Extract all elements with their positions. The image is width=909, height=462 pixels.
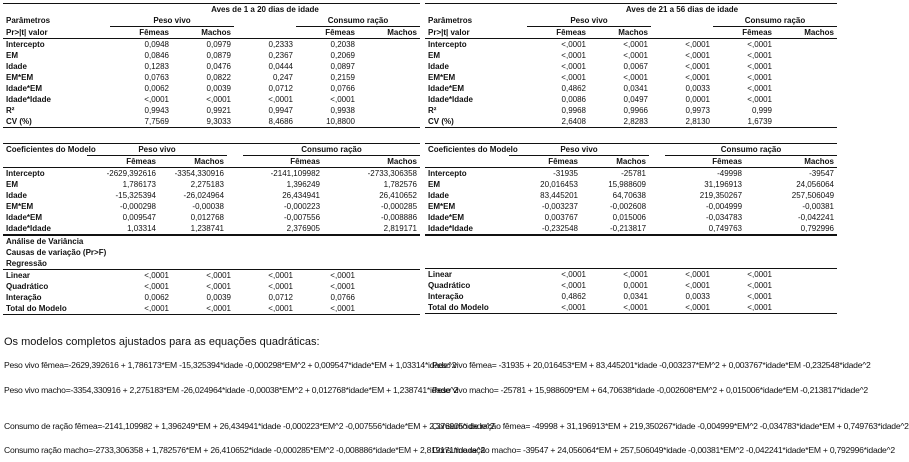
cell-value: <,0001 [561,62,586,71]
right-coef-sub-2: Fêmeas [712,157,743,166]
cell-value: <,0001 [747,51,772,60]
cell-value: 15,988609 [608,180,647,189]
row-label: Intercepto [428,169,467,178]
right-sub-2: Fêmeas [742,28,772,37]
cell-value: <,0001 [685,40,710,49]
cell-value: <,0001 [747,95,772,104]
cell-value: -2629,392616 [106,169,156,178]
cell-value: 0,1283 [144,62,169,71]
cell-value: -15,325394 [115,191,156,200]
cell-value: 0,2069 [330,51,355,60]
right-coef-table [425,143,837,235]
right-table-block [425,3,837,314]
row-label: Idade*Idade [6,95,51,104]
table-row [3,223,420,235]
cell-value: <,0001 [623,73,648,82]
row-label: Interação [6,293,42,302]
cell-value: <,0001 [685,281,710,290]
right-coef-group1: Peso vivo [509,144,649,156]
right-params-body [425,39,837,128]
cell-value: 0,9938 [330,106,355,115]
right-head-pvalue: Pr>|t| valor [428,27,470,37]
cell-value: 0,0879 [206,51,231,60]
cell-value: 0,9973 [685,106,710,115]
table-row [3,50,420,61]
cell-value: 0,015006 [612,213,647,222]
cell-value: <,0001 [623,51,648,60]
cell-value: 0,0712 [268,293,293,302]
cell-value: <,0001 [561,40,586,49]
cell-value: 64,70638 [612,191,647,200]
row-label: Total do Modelo [6,304,67,313]
cell-value: -0,232548 [541,224,578,233]
cell-value: -0,004999 [705,202,743,211]
left-head-pvalue: Pr>|t| valor [6,27,48,37]
cell-value: 2,376905 [286,224,321,233]
table-row [425,83,837,94]
cell-value: 7,7569 [144,117,169,126]
cell-value: 2,8283 [623,117,648,126]
cell-value: -25781 [621,169,647,178]
left-sub-0: Fêmeas [139,28,169,37]
left-coef-sub-2: Fêmeas [290,157,321,166]
right-coef-sub-0: Fêmeas [548,157,578,166]
row-label: EM*EM [428,73,456,82]
cell-value: <,0001 [747,73,772,82]
cell-value: 0,0341 [623,292,648,301]
row-label: CV (%) [428,117,454,126]
cell-value: <,0001 [623,303,648,312]
cell-value: <,0001 [747,303,772,312]
cell-value: <,0001 [206,304,231,313]
cell-value: 0,9943 [144,106,169,115]
cell-value: <,0001 [206,271,231,280]
row-label: EM*EM [6,73,34,82]
row-label: Idade*EM [428,213,465,222]
cell-value: -0,000223 [283,202,321,211]
row-label: Idade*Idade [6,224,51,233]
cell-value: 0,0067 [623,62,648,71]
table-row [425,94,837,105]
cell-value: 2,819171 [383,224,418,233]
cell-value: 1,238741 [190,224,225,233]
table-row [425,223,837,235]
cell-value: <,0001 [268,304,293,313]
right-coef-body [425,168,837,235]
cell-value: 1,6739 [747,117,772,126]
cell-value: <,0001 [685,303,710,312]
right-params-table [425,3,837,128]
table-row [425,179,837,190]
right-coef-title: Coeficientes do Modelo [428,145,518,155]
left-coef-sub-0: Fêmeas [126,157,156,166]
table-row [425,116,837,128]
cell-value: 31,196913 [704,180,743,189]
cell-value: -0,042241 [797,213,835,222]
table-row [3,303,420,315]
left-anova-table [3,235,420,315]
cell-value: <,0001 [747,84,772,93]
eq-pv-macho-1: Peso vivo macho=-3354,330916 + 2,275183*EM -26,024964*idade -0,00038*EM^2 + 0,012768*idade*EM + 1,238741*idade^2 [4,385,459,395]
left-anova-sub: Causas de variação (Pr>F) [6,248,107,257]
cell-value: <,0001 [747,292,772,301]
cell-value: 0,792996 [800,224,835,233]
row-label: R² [6,106,15,115]
cell-value: <,0001 [685,270,710,279]
table-row [3,292,420,303]
cell-value: 1,396249 [286,180,321,189]
table-row [3,270,420,282]
row-label: EM*EM [428,202,456,211]
right-head-param: Parâmetros [428,16,473,26]
row-label: Intercepto [428,40,467,49]
left-head-param: Parâmetros [6,16,51,26]
cell-value: 0,0086 [561,95,586,104]
cell-value: 0,247 [272,73,293,82]
cell-value: 8,4686 [268,117,293,126]
left-coef-sub-3: Machos [387,157,418,166]
cell-value: <,0001 [268,95,293,104]
cell-value: 20,016453 [540,180,578,189]
cell-value: 0,2333 [268,40,293,49]
cell-value: 0,749763 [708,224,743,233]
cell-value: <,0001 [330,271,355,280]
table-row [3,179,420,190]
right-coef-sub-1: Machos [616,157,647,166]
cell-value: 0,9921 [206,106,231,115]
right-coef-sub-3: Machos [804,157,835,166]
right-sub-3: Machos [804,28,835,37]
cell-value: 0,0766 [330,84,355,93]
cell-value: <,0001 [747,40,772,49]
row-label: Linear [6,271,31,280]
left-table-block [3,3,420,315]
cell-value: <,0001 [747,62,772,71]
cell-value: 0,0846 [144,51,169,60]
cell-value: -0,034783 [705,213,743,222]
cell-value: 0,0039 [206,84,231,93]
cell-value: 0,003767 [544,213,578,222]
row-label: R² [428,106,437,115]
cell-value: 10,8800 [326,117,355,126]
cell-value: 9,3033 [206,117,231,126]
cell-value: -0,008886 [380,213,418,222]
cell-value: 0,0444 [268,62,293,71]
table-row [425,302,837,314]
row-label: Idade*Idade [428,95,473,104]
cell-value: -49998 [717,169,743,178]
cell-value: 0,4862 [561,292,586,301]
table-row [3,39,420,51]
table-row [3,281,420,292]
left-anova-reg: Regressão [6,259,47,268]
cell-value: 1,03314 [127,224,156,233]
cell-value: 26,410652 [379,191,418,200]
left-params-table [3,3,420,128]
cell-value: <,0001 [561,303,586,312]
cell-value: 1,786173 [122,180,156,189]
cell-value: <,0001 [268,282,293,291]
table-row [3,83,420,94]
cell-value: 0,4862 [561,84,586,93]
eq-cr-macho-2: Consumo ração macho= -39547 + 24,056064*EM + 257,506049*idade -0,00381*EM^2 -0,042241*idade*EM + 0,792996*idade^2 [432,445,895,455]
cell-value: <,0001 [561,281,586,290]
row-label: Idade*EM [6,213,43,222]
eq-pv-femea-1: Peso vivo fêmea=-2629,392616 + 1,786173*EM -15,325394*idade -0,000298*EM^2 + 0,009547*idade*EM + 1,03314*idade^2 [4,360,457,370]
table-row [425,269,837,281]
cell-value: 83,445201 [540,191,578,200]
cell-value: 0,999 [751,106,772,115]
cell-value: -0,00038 [192,202,225,211]
cell-value: -0,003237 [541,202,578,211]
right-coef-group2: Consumo ração [665,144,837,156]
left-coef-title: Coeficientes do Modelo [6,145,96,155]
left-title: Aves de 1 a 20 dias de idade [211,5,319,14]
cell-value: 0,0766 [330,293,355,302]
cell-value: 0,0062 [144,84,169,93]
cell-value: <,0001 [623,40,648,49]
table-row [3,116,420,128]
row-label: Idade*Idade [428,224,473,233]
eq-pv-macho-2: Peso vivo macho= -25781 + 15,988609*EM + 64,70638*idade -0,002608*EM^2 + 0,015006*idade*EM -0,213817*idade^2 [432,385,868,395]
row-label: EM [6,180,18,189]
cell-value: -39547 [809,169,835,178]
left-params-body [3,39,420,128]
table-row [425,280,837,291]
cell-value: 0,0341 [623,84,648,93]
row-label: Quadrático [6,282,49,291]
cell-value: 219,350267 [699,191,743,200]
left-coef-body [3,168,420,235]
cell-value: <,0001 [747,270,772,279]
cell-value: <,0001 [330,304,355,313]
cell-value: 1,782576 [383,180,418,189]
left-coef-group2: Consumo ração [243,144,420,156]
row-label: Idade [6,191,27,200]
row-label: Intercepto [6,40,45,49]
cell-value: 0,0033 [685,84,710,93]
right-sub-0: Fêmeas [556,28,586,37]
right-title: Aves de 21 a 56 dias de idade [625,5,739,14]
cell-value: <,0001 [561,270,586,279]
table-row [3,168,420,180]
cell-value: 0,0497 [623,95,648,104]
cell-value: 0,9966 [623,106,648,115]
cell-value: -31935 [553,169,578,178]
cell-value: 0,9968 [561,106,586,115]
table-row [3,72,420,83]
row-label: Total do Modelo [428,303,489,312]
cell-value: -0,00381 [802,202,835,211]
right-group1: Peso vivo [527,15,651,27]
cell-value: 0,2038 [330,40,355,49]
row-label: Idade*EM [6,84,43,93]
table-row [425,72,837,83]
cell-value: <,0001 [747,281,772,290]
right-group2: Consumo ração [713,15,837,27]
cell-value: <,0001 [144,271,169,280]
cell-value: <,0001 [685,51,710,60]
row-label: EM*EM [6,202,34,211]
left-coef-sub-1: Machos [194,157,225,166]
table-row [425,105,837,116]
table-row [425,168,837,180]
equations-intro: Os modelos completos ajustados para as equações quadráticas: [4,336,320,348]
cell-value: 26,434941 [282,191,321,200]
right-sub-1: Machos [618,28,648,37]
cell-value: 0,012768 [190,213,225,222]
table-row [425,50,837,61]
cell-value: 0,0948 [144,40,169,49]
cell-value: 0,0897 [330,62,355,71]
table-row [3,212,420,223]
cell-value: 0,0062 [144,293,169,302]
left-sub-1: Machos [201,28,231,37]
table-row [425,201,837,212]
left-sub-2: Fêmeas [325,28,355,37]
cell-value: 2,6408 [561,117,586,126]
left-coef-group1: Peso vivo [87,144,227,156]
cell-value: 0,9947 [268,106,293,115]
left-anova-body [3,270,420,315]
cell-value: 0,009547 [122,213,156,222]
row-label: Linear [428,270,453,279]
cell-value: 0,2159 [330,73,355,82]
cell-value: <,0001 [685,73,710,82]
cell-value: <,0001 [144,282,169,291]
row-label: Quadrático [428,281,471,290]
table-row [3,94,420,105]
row-label: Intercepto [6,169,45,178]
cell-value: <,0001 [330,282,355,291]
right-anova-table [425,235,837,314]
table-row [425,212,837,223]
cell-value: <,0001 [561,73,586,82]
eq-cr-macho-1: Consumo ração macho=-2733,306358 + 1,782576*EM + 26,410652*idade -0,000285*EM^2 -0,008886*idade*EM + 2,819171*idade^2 [4,445,485,455]
table-row [425,39,837,51]
cell-value: 0,0822 [206,73,231,82]
table-row [425,291,837,302]
cell-value: -0,000285 [380,202,418,211]
cell-value: -0,002608 [609,202,647,211]
cell-value: 0,0039 [206,293,231,302]
cell-value: 0,0979 [206,40,231,49]
cell-value: 0,0001 [623,281,648,290]
cell-value: 2,8130 [685,117,710,126]
cell-value: <,0001 [206,95,231,104]
row-label: Idade*EM [428,84,465,93]
row-label: Idade [428,62,449,71]
cell-value: <,0001 [623,270,648,279]
eq-cr-femea-1: Consumo de ração fêmea=-2141,109982 + 1,396249*EM + 26,434941*idade -0,000223*EM^2 -0,007556*idade*EM + 2,376905*idade^2 [4,421,495,431]
cell-value: 0,0763 [144,73,169,82]
cell-value: <,0001 [144,95,169,104]
cell-value: 0,0712 [268,84,293,93]
row-label: Idade [6,62,27,71]
cell-value: -2141,109982 [270,169,321,178]
cell-value: 24,056064 [796,180,835,189]
cell-value: 0,0476 [206,62,231,71]
cell-value: -3354,330916 [174,169,225,178]
row-label: Interação [428,292,464,301]
cell-value: 0,0001 [685,95,710,104]
table-row [425,61,837,72]
cell-value: 2,275183 [190,180,225,189]
cell-value: <,0001 [144,304,169,313]
row-label: CV (%) [6,117,32,126]
cell-value: -0,213817 [609,224,647,233]
cell-value: <,0001 [561,51,586,60]
cell-value: -2733,306358 [367,169,418,178]
cell-value: <,0001 [685,62,710,71]
cell-value: 257,506049 [791,191,835,200]
row-label: Idade [428,191,449,200]
eq-pv-femea-2: Peso vivo fêmea= -31935 + 20,016453*EM + 83,445201*idade -0,003237*EM^2 + 0,003767*idade*EM -0,232548*idade^2 [432,360,871,370]
table-row [425,190,837,201]
cell-value: <,0001 [206,282,231,291]
table-row [3,190,420,201]
eq-cr-femea-2: Consumo de ração fêmea= -49998 + 31,196913*EM + 219,350267*idade -0,004999*EM^2 -0,034783*idade*EM + 0,749763*idade^2 [432,421,909,431]
cell-value: -0,007556 [283,213,321,222]
row-label: EM [428,180,440,189]
cell-value: 0,2367 [268,51,293,60]
left-coef-table [3,143,420,235]
table-row [3,201,420,212]
left-anova-title: Análise de Variância [6,237,84,246]
row-label: EM [6,51,18,60]
cell-value: 0,0033 [685,292,710,301]
cell-value: -26,024964 [183,191,225,200]
row-label: EM [428,51,440,60]
left-group1: Peso vivo [110,15,234,27]
cell-value: <,0001 [268,271,293,280]
table-row [3,105,420,116]
left-sub-3: Machos [387,28,418,37]
cell-value: -0,000298 [119,202,156,211]
cell-value: <,0001 [330,95,355,104]
right-anova-body [425,269,837,314]
table-row [3,61,420,72]
left-group2: Consumo ração [296,15,420,27]
